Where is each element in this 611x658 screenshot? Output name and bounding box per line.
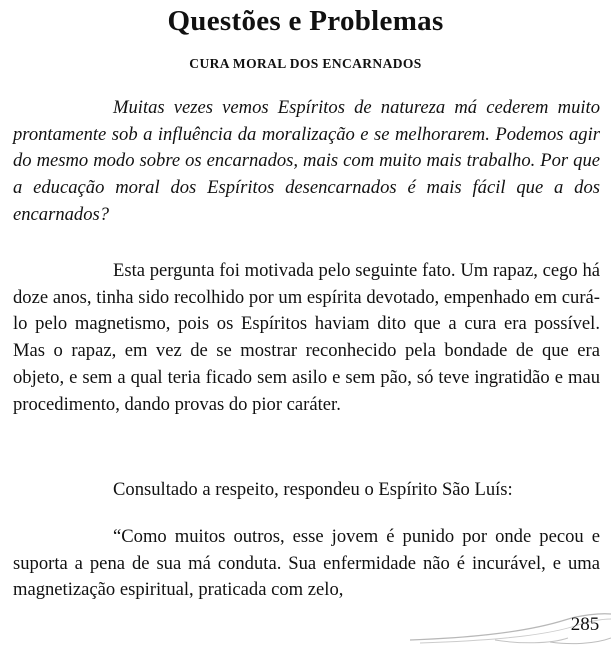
question-paragraph: Muitas vezes vemos Espíritos de natureza má cederem muito prontamente sob a influência da moralização e se melhorarem. Podemos agir do mesmo modo sobre os encarnados, mais com muito mais trabalho. Por que a educação moral dos Espíritos desencarnados é mais fácil que a dos encarnados? (13, 97, 600, 225)
context-paragraph: Esta pergunta foi motivada pelo seguinte fato. Um rapaz, cego há doze anos, tinha sido recolhido por um espírita devotado, empenhado em curá-lo pelo magnetismo, pois os Espíritos haviam dito que a cura era possível. Mas o rapaz, em vez de se mostrar reconhecido pela bondade de que era objeto, e sem a qual teria ficado sem asilo e sem pão, só teve ingratidão e mau procedimento, dando provas do pior caráter. (13, 260, 600, 415)
answer-paragraph: “Como muitos outros, esse jovem é punido por onde pecou e suporta a pena de sua má conduta. Sua enfermidade não é incurável, e uma magnetização espiritual, praticada com zelo, (13, 526, 600, 601)
page-number: 285 (570, 614, 600, 635)
page-title: Questões e Problemas (167, 5, 444, 37)
section-subtitle: CURA MORAL DOS ENCARNADOS (189, 56, 422, 71)
consultation-paragraph: Consultado a respeito, respondeu o Espírito São Luís: (113, 479, 513, 500)
